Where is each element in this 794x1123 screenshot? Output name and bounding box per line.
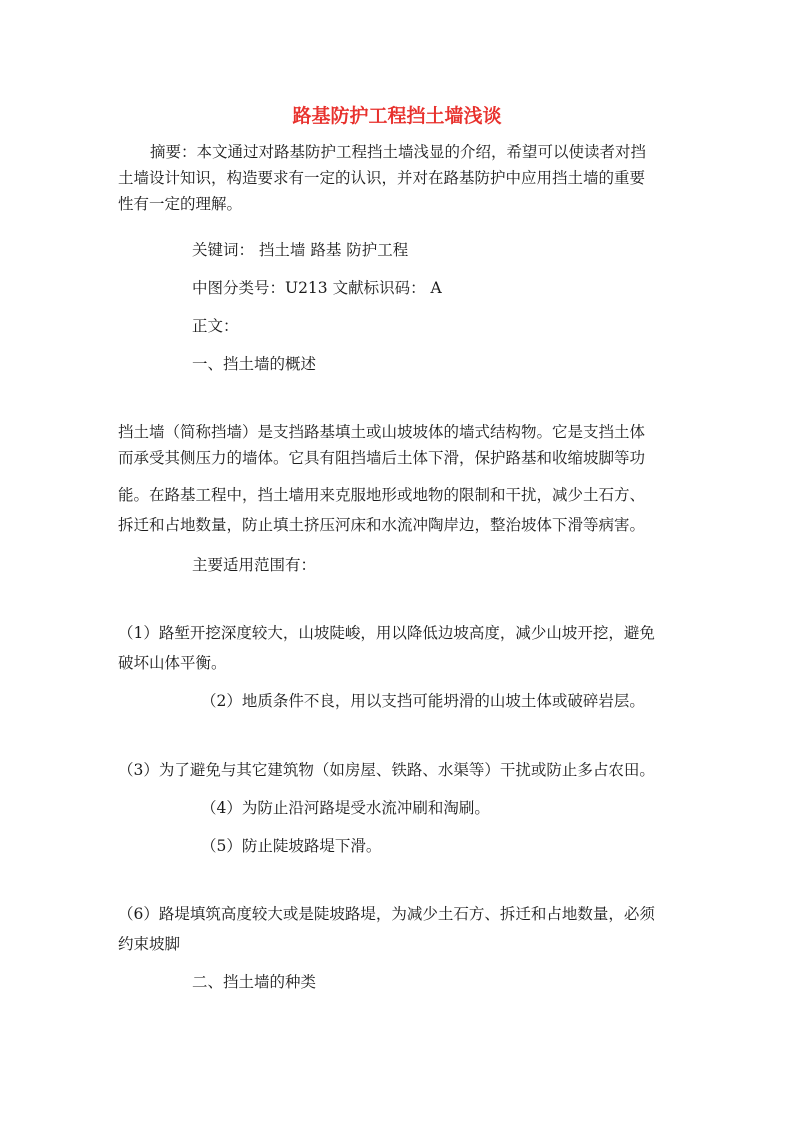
section-2-heading: 二、挡土墙的种类 <box>192 973 317 991</box>
scope-item-6-line-1: （6）路堤填筑高度较大或是陡坡路堤，为减少土石方、拆迁和占地数量，必须 <box>118 905 655 923</box>
abstract-line-1: 摘要：本文通过对路基防护工程挡土墙浅显的介绍，希望可以使读者对挡 <box>150 143 647 161</box>
scope-item-2: （2）地质条件不良，用以支挡可能坍滑的山坡土体或破碎岩层。 <box>201 692 645 710</box>
section-1-heading: 一、挡土墙的概述 <box>192 355 317 373</box>
scope-item-3: （3）为了避免与其它建筑物（如房屋、铁路、水渠等）干扰或防止多占农田。 <box>118 761 655 779</box>
abstract-line-2: 土墙设计知识，构造要求有一定的认识，并对在路基防护中应用挡土墙的重要 <box>118 169 646 187</box>
abstract-line-3: 性有一定的理解。 <box>118 195 243 213</box>
scope-item-6-line-2: 约束坡脚 <box>118 935 181 953</box>
scope-item-1-line-2: 破坏山体平衡。 <box>118 654 227 672</box>
scope-intro: 主要适用范围有： <box>192 556 317 574</box>
scope-item-5: （5）防止陡坡路堤下滑。 <box>201 837 382 855</box>
section-1-para-line-4: 拆迁和占地数量，防止填土挤压河床和水流冲陶岸边，整治坡体下滑等病害。 <box>118 516 646 534</box>
body-label: 正文： <box>192 317 239 335</box>
section-1-para-line-3: 能。在路基工程中，挡土墙用来克服地形或地物的限制和干扰，减少土石方、 <box>118 486 646 504</box>
keywords: 关键词： 挡土墙 路基 防护工程 <box>192 241 409 259</box>
scope-item-1-line-1: （1）路堑开挖深度较大，山坡陡峻，用以降低边坡高度，减少山坡开挖，避免 <box>118 624 655 642</box>
scope-item-4: （4）为防止沿河路堤受水流冲刷和淘刷。 <box>201 799 490 817</box>
document-title: 路基防护工程挡土墙浅谈 <box>292 105 502 127</box>
section-1-para-line-2: 而承受其侧压力的墙体。它具有阻挡墙后土体下滑，保护路基和收缩坡脚等功 <box>118 449 646 467</box>
classification: 中图分类号：U213 文献标识码： A <box>192 279 442 297</box>
section-1-para-line-1: 挡土墙（简称挡墙）是支挡路基填土或山坡坡体的墙式结构物。它是支挡土体 <box>118 423 646 441</box>
